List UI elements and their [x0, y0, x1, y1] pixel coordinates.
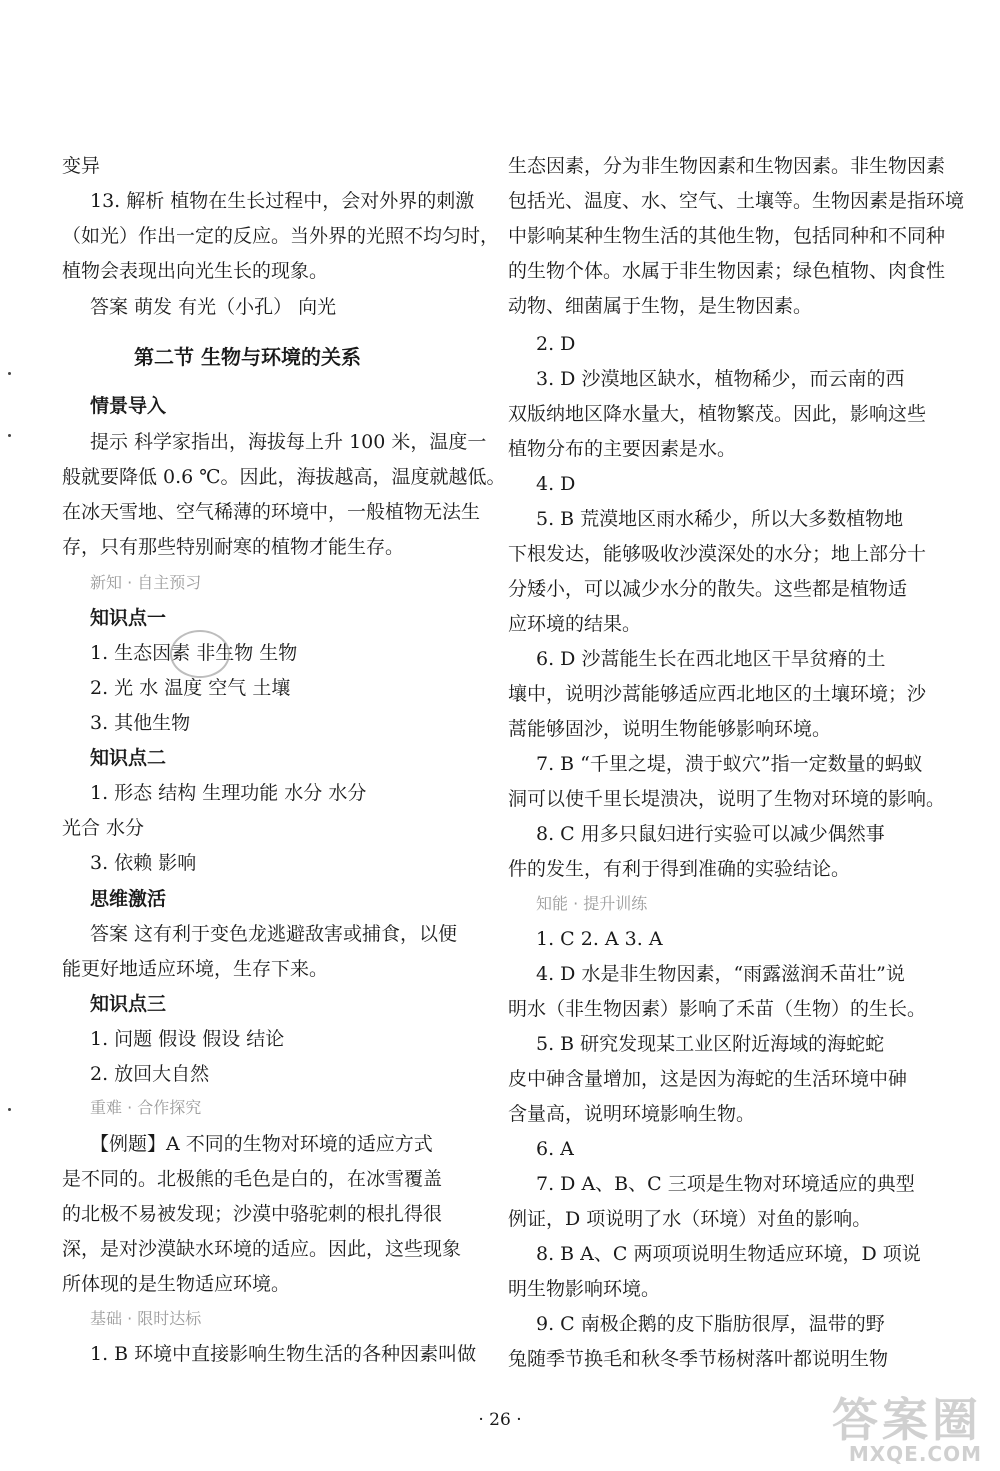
text-line: 1. 生态因素 非生物 生物: [90, 642, 298, 664]
text-line: 件的发生，有利于得到准确的实验结论。: [508, 858, 851, 880]
text-line: 的生物个体。水属于非生物因素；绿色植物、肉食性: [508, 260, 946, 282]
text-line: 5. B 荒漠地区雨水稀少，所以大多数植物地: [536, 508, 904, 530]
text-line: 3. 其他生物: [90, 712, 191, 734]
text-line: 应环境的结果。: [508, 613, 642, 635]
text-line: 壤中，说明沙蒿能够适应西北地区的土壤环境；沙: [508, 683, 927, 705]
subheading: 情景导入: [90, 395, 167, 417]
text-line: 7. D A、B、C 三项是生物对环境适应的典型: [536, 1173, 915, 1195]
margin-dot: [8, 434, 11, 437]
text-line: 能更好地适应环境，生存下来。: [62, 958, 329, 980]
text-line: 提示 科学家指出，海拔每上升 100 米，温度一: [90, 431, 487, 453]
text-line: 光合 水分: [62, 817, 145, 839]
text-line: 含量高，说明环境影响生物。: [508, 1103, 756, 1125]
text-line: 9. C 南极企鹅的皮下脂肪很厚，温带的野: [536, 1313, 885, 1335]
text-line: 生态因素，分为非生物因素和生物因素。非生物因素: [508, 155, 946, 177]
text-line: 8. B A、C 两项项说明生物适应环境，D 项说: [536, 1243, 921, 1265]
text-line: 2. D: [536, 333, 576, 355]
text-line: 洞可以使千里长堤溃决，说明了生物对环境的影响。: [508, 788, 946, 810]
text-line: 双版纳地区降水量大，植物繁茂。因此，影响这些: [508, 403, 927, 425]
text-line: 1. 问题 假设 假设 结论: [90, 1028, 285, 1050]
text-line: 1. 形态 结构 生理功能 水分 水分: [90, 782, 367, 804]
text-line: 答案 这有利于变色龙逃避敌害或捕食，以便: [90, 923, 458, 945]
text-line: 6. D 沙蒿能生长在西北地区干旱贫瘠的土: [536, 648, 886, 670]
text-line: 的北极不易被发现；沙漠中骆驼刺的根扎得很: [62, 1203, 443, 1225]
subheading: 知识点一: [90, 607, 167, 629]
text-line: 是不同的。北极熊的毛色是白的，在冰雪覆盖: [62, 1168, 443, 1190]
text-line: 植物会表现出向光生长的现象。: [62, 260, 329, 282]
text-line: 8. C 用多只鼠妇进行实验可以减少偶然事: [536, 823, 885, 845]
watermark: [832, 1393, 982, 1466]
text-line: 存，只有那些特别耐寒的植物才能生存。: [62, 536, 405, 558]
text-line: 6. A: [536, 1138, 574, 1160]
text-line: 4. D 水是非生物因素，“雨露滋润禾苗壮”说: [536, 963, 905, 985]
text-line: 7. B “千里之堤，溃于蚁穴”指一定数量的蚂蚁: [536, 753, 923, 775]
text-line: 明生物影响环境。: [508, 1278, 661, 1300]
subheading: 思维激活: [90, 888, 167, 910]
text-line: 中影响某种生物生活的其他生物，包括同种和不同种: [508, 225, 946, 247]
text-line: 2. 放回大自然: [90, 1063, 210, 1085]
section-label: 知能 · 提升训练: [536, 894, 648, 913]
subheading: 知识点三: [90, 993, 167, 1015]
section-label: 重难 · 合作探究: [90, 1098, 202, 1117]
section-label: 新知 · 自主预习: [90, 573, 202, 592]
watermark-logo-text: 答案圈: [832, 1393, 982, 1447]
text-line: 5. B 研究发现某工业区附近海域的海蛇蛇: [536, 1033, 885, 1055]
stamp-mark: [170, 630, 230, 678]
text-line: 般就要降低 0.6 ℃。因此，海拔越高，温度就越低。: [62, 466, 506, 488]
text-line: 蒿能够固沙，说明生物能够影响环境。: [508, 718, 832, 740]
text-line: 深，是对沙漠缺水环境的适应。因此，这些现象: [62, 1238, 462, 1260]
text-line: 分矮小，可以减少水分的散失。这些都是植物适: [508, 578, 908, 600]
text-line: 例证，D 项说明了水（环境）对鱼的影响。: [508, 1208, 872, 1230]
watermark-url: MXQE.COM: [848, 1442, 982, 1466]
text-line: 13. 解析 植物在生长过程中，会对外界的刺激: [90, 190, 475, 212]
text-line: 植物分布的主要因素是水。: [508, 438, 737, 460]
text-line: 2. 光 水 温度 空气 土壤: [90, 677, 291, 699]
text-line: 4. D: [536, 473, 576, 495]
text-line: 明水（非生物因素）影响了禾苗（生物）的生长。: [508, 998, 927, 1020]
text-line: 动物、细菌属于生物，是生物因素。: [508, 295, 813, 317]
subheading: 知识点二: [90, 747, 167, 769]
margin-dot: [8, 1108, 11, 1111]
text-line: 在冰天雪地、空气稀薄的环境中，一般植物无法生: [62, 501, 481, 523]
text-line: 答案 萌发 有光（小孔） 向光: [90, 296, 337, 318]
text-line: 所体现的是生物适应环境。: [62, 1273, 291, 1295]
text-line: 3. D 沙漠地区缺水，植物稀少，而云南的西: [536, 368, 905, 390]
text-line: 变异: [62, 155, 101, 177]
text-line: 皮中砷含量增加，这是因为海蛇的生活环境中砷: [508, 1068, 908, 1090]
page-number: · 26 ·: [478, 1410, 522, 1430]
text-line: 1. C 2. A 3. A: [536, 928, 663, 950]
text-line: 包括光、温度、水、空气、土壤等。生物因素是指环境: [508, 190, 965, 212]
text-line: 【例题】A 不同的生物对环境的适应方式: [90, 1133, 433, 1155]
section-label: 基础 · 限时达标: [90, 1309, 202, 1328]
text-line: 3. 依赖 影响: [90, 852, 197, 874]
text-line: 兔随季节换毛和秋冬季节杨树落叶都说明生物: [508, 1348, 889, 1370]
margin-dot: [8, 372, 11, 375]
text-line: （如光）作出一定的反应。当外界的光照不均匀时，: [62, 225, 500, 247]
section-title: 第二节 生物与环境的关系: [134, 345, 361, 369]
text-line: 1. B 环境中直接影响生物生活的各种因素叫做: [90, 1343, 477, 1365]
text-line: 下根发达，能够吸收沙漠深处的水分；地上部分十: [508, 543, 927, 565]
